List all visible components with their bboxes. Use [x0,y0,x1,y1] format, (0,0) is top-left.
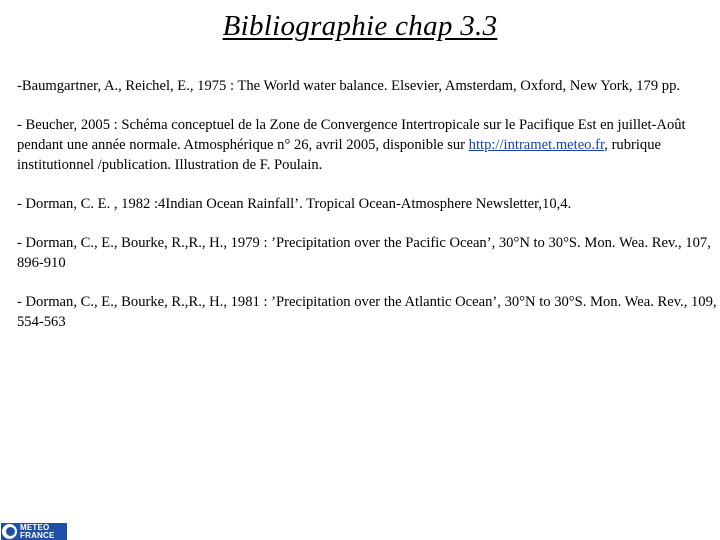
logo-line-1: METEO [20,523,50,532]
reference-baumgartner: -Baumgartner, A., Reichel, E., 1975 : The World water balance. Elsevier, Amsterdam, Oxford, New York, 179 pp. [17,78,681,94]
reference-dorman-1979: - Dorman, C., E., Bourke, R.,R., H., 1979 : ’Precipitation over the Pacific Ocean’, 30°N to 30°S. Mon. Wea. Rev., 107, 896-910 [17,235,711,271]
reference-beucher-text: - Beucher, 2005 : Schéma conceptuel de la Zone de Convergence Intertropicale sur le Pacifique Est en juillet-Août pendant une année normale. Atmosphérique n° 26, avril 2005, disponible sur [17,117,686,153]
intramet-link[interactable]: http://intramet.meteo.fr [468,137,605,153]
reference-list [17,76,717,351]
page-title: Bibliographie chap 3.3 [222,10,498,42]
logo-swirl-icon [2,524,17,539]
logo-line-2: FRANCE [20,531,55,540]
reference-beucher-suffix: , rubrique institutionnel /publication. Illustration de F. Poulain. [17,137,662,173]
reference-dorman-1982: - Dorman, C. E. , 1982 :4Indian Ocean Rainfall’. Tropical Ocean-Atmosphere Newsletter,10,4. [17,196,572,212]
meteo-france-logo [1,523,67,540]
reference-dorman-1981: - Dorman, C., E., Bourke, R.,R., H., 1981 : ’Precipitation over the Atlantic Ocean’, 30°N to 30°S. Mon. Wea. Rev., 109, 554-563 [17,294,717,330]
reference-beucher [17,115,717,175]
